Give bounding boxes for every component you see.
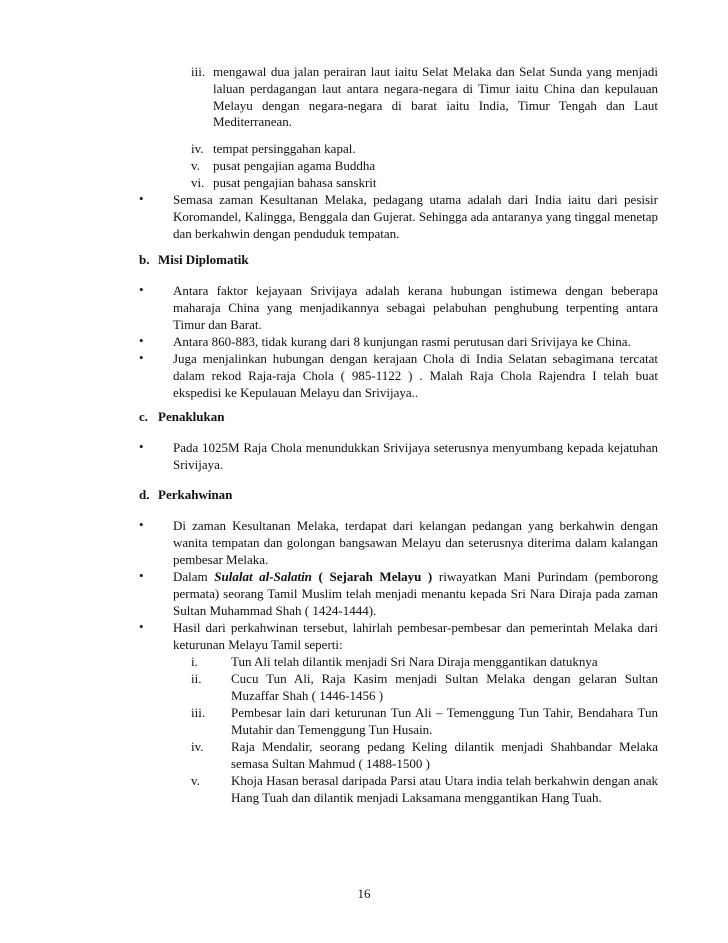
bullet-text: Hasil dari perkahwinan tersebut, lahirlah pembesar-pembesar dan pemerintah Melaka dari keturunan Melayu Tamil seperti: [173, 620, 658, 652]
bullet-icon: • [139, 568, 144, 583]
list-number: iv. [191, 141, 204, 156]
bullet-icon: • [139, 517, 144, 532]
list-text: tempat persinggahan kapal. [213, 141, 356, 156]
bullet-icon: • [139, 282, 144, 297]
section-heading [139, 409, 224, 426]
bullet-icon: • [139, 333, 144, 348]
section-letter: c. [139, 409, 149, 424]
list-number: iv. [191, 739, 204, 754]
list-text: Raja Mendalir, seorang pedang Keling dilantik menjadi Shahbandar Melaka semasa Sultan Mahmud ( 1488-1500 ) [231, 739, 658, 771]
bullet-text [173, 569, 658, 619]
list-number: iii. [191, 705, 206, 720]
book-alt-title: Sejarah Melayu [329, 569, 422, 584]
list-number: v. [191, 773, 200, 788]
bullet-text-part: riwayatkan Mani Purindam (pemborong permata) seorang Tamil Muslim telah menjadi menantu kepada Sri Nara Diraja pada zaman Sultan Muhammad Shah ( 1424-1444). [173, 569, 658, 618]
list-text: Khoja Hasan berasal daripada Parsi atau Utara india telah berkahwin dengan anak Hang Tuah dan dilantik menjadi Laksamana menggantikan Hang Tuah. [231, 773, 658, 805]
section-title: Misi Diplomatik [158, 252, 249, 267]
list-text: Cucu Tun Ali, Raja Kasim menjadi Sultan Melaka dengan gelaran Sultan Muzaffar Shah ( 1446-1456 ) [231, 671, 658, 703]
list-number: i. [191, 654, 198, 669]
list-number: ii. [191, 671, 202, 686]
bullet-text: Semasa zaman Kesultanan Melaka, pedagang utama adalah dari India iaitu dari pesisir Koromandel, Kalingga, Benggala dan Gujerat. Sehingga ada antaranya yang tinggal menetap dan berkahwin dengan penduduk tempatan. [173, 192, 658, 241]
book-title: Sulalat al-Salatin [214, 569, 312, 584]
page-number: 16 [357, 886, 371, 901]
bullet-text: Antara faktor kejayaan Srivijaya adalah kerana hubungan istimewa dengan beberapa maharaja China yang menjadikannya sebagai pelabuhan penghubung terpenting antara Timur dan Barat. [173, 283, 658, 332]
list-text: Pembesar lain dari keturunan Tun Ali – Temenggung Tun Tahir, Bendahara Tun Mutahir dan Temenggung Tun Husain. [231, 705, 658, 737]
list-number: v. [191, 158, 200, 173]
bullet-icon: • [139, 350, 144, 365]
bullet-text-part: Dalam [173, 569, 215, 584]
bullet-text: Di zaman Kesultanan Melaka, terdapat dari kelangan pedangan yang berkahwin dengan wanita tempatan dan golongan bangsawan Melayu dan seterusnya diterima dalam kalangan pembesar Melaka. [173, 518, 658, 567]
list-text: Tun Ali telah dilantik menjadi Sri Nara Diraja menggantikan datuknya [231, 654, 598, 669]
list-text: mengawal dua jalan perairan laut iaitu Selat Melaka dan Selat Sunda yang menjadi laluan perdagangan laut antara negara-negara di Timur iaitu China dan kepulauan Melayu dengan negara-negara di barat iaitu India, Timur Tengah dan Laut Mediterranean. [213, 64, 658, 130]
bullet-icon: • [139, 191, 144, 206]
section-letter: b. [139, 252, 150, 267]
bullet-text-part: ( [311, 569, 330, 584]
bullet-icon: • [139, 439, 144, 454]
section-heading [139, 487, 232, 504]
bullet-text: Antara 860-883, tidak kurang dari 8 kunjungan rasmi perutusan dari Srivijaya ke China. [173, 334, 631, 349]
section-letter: d. [139, 487, 150, 502]
list-text: pusat pengajian bahasa sanskrit [213, 175, 377, 190]
section-title: Penaklukan [158, 409, 225, 424]
bullet-text: Pada 1025M Raja Chola menundukkan Srivijaya seterusnya menyumbang kepada kejatuhan Srivijaya. [173, 440, 658, 472]
list-number: vi. [191, 175, 205, 190]
list-text: pusat pengajian agama Buddha [213, 158, 376, 173]
bullet-text: Juga menjalinkan hubungan dengan kerajaan Chola di India Selatan sebagimana tercatat dalam rekod Raja-raja Chola ( 985-1122 ) . Malah Raja Chola Rajendra I telah buat ekspedisi ke Kepulauan Melayu dan Srivijaya.. [173, 351, 658, 400]
bullet-icon: • [139, 619, 144, 634]
list-number: iii. [191, 64, 206, 79]
section-heading [139, 252, 249, 269]
bullet-text-part: ) [421, 569, 433, 584]
section-title: Perkahwinan [158, 487, 233, 502]
